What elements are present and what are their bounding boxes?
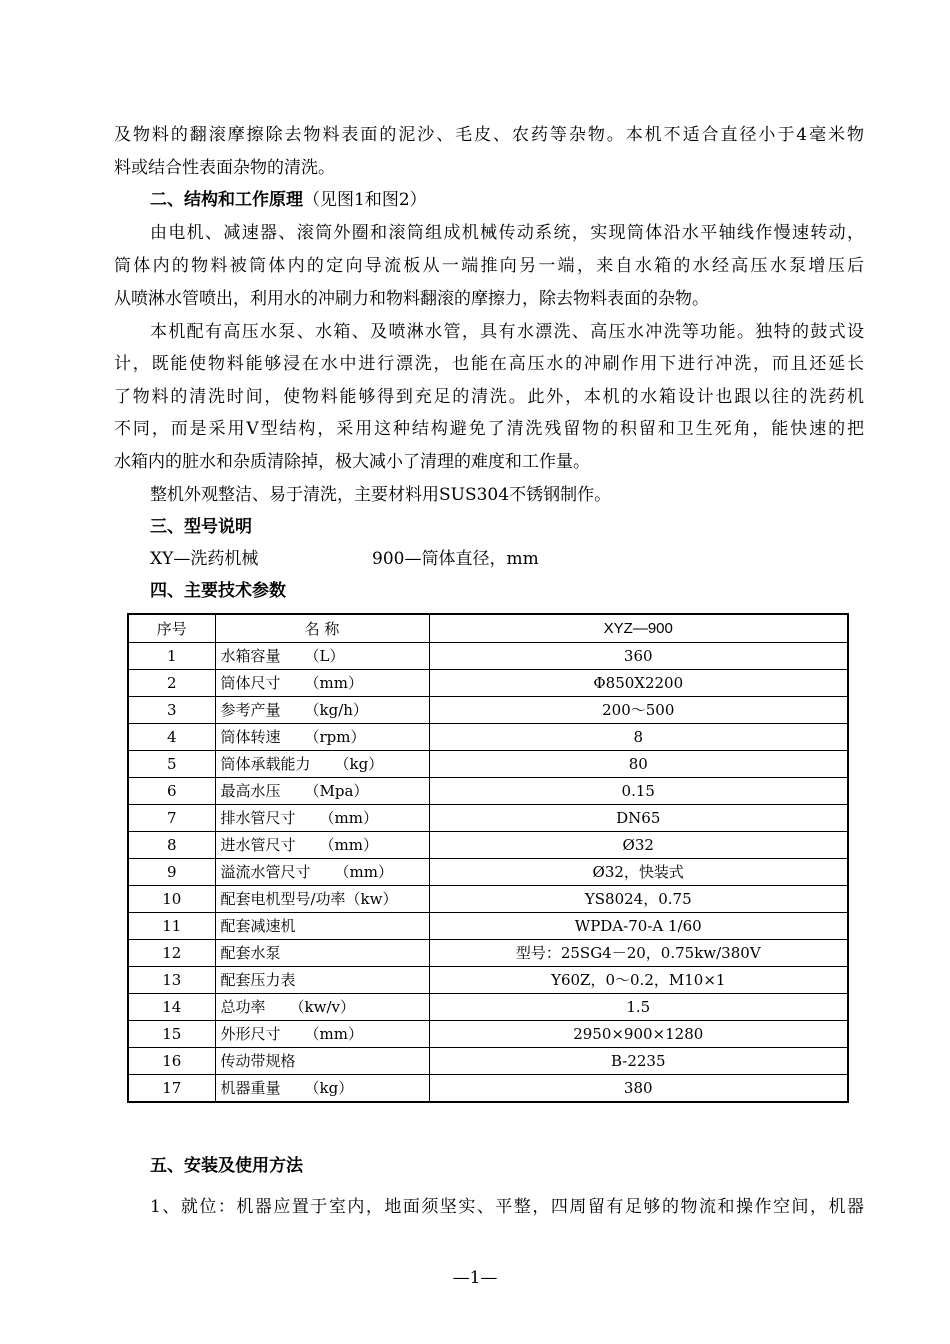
row-parameter <box>215 967 429 994</box>
table-row <box>128 805 848 832</box>
parameter-unit: （mm） <box>319 809 378 827</box>
parameter-name: 进水管尺寸 <box>220 836 296 854</box>
section-heading-3: 三、型号说明 <box>150 517 252 537</box>
paragraph-line: 了物料的清洗时间，使物料能够得到充足的清洗。此外，本机的水箱设计也跟以往的洗药机 <box>114 387 864 407</box>
row-value: B-2235 <box>429 1048 848 1075</box>
row-number: 11 <box>128 913 215 940</box>
row-value: Ø32 <box>429 832 848 859</box>
parameter-unit: （kg） <box>304 1079 354 1097</box>
row-number: 12 <box>128 940 215 967</box>
parameter-name: 配套压力表 <box>220 971 296 989</box>
parameter-name: 机器重量 <box>220 1079 281 1097</box>
row-value: 200～500 <box>429 697 848 724</box>
row-parameter <box>215 751 429 778</box>
header-no: 序号 <box>128 614 215 643</box>
parameter-name: 配套电机型号/功率（kw） <box>220 890 398 908</box>
row-value: 360 <box>429 643 848 670</box>
row-value: 2950×900×1280 <box>429 1021 848 1048</box>
parameter-name: 参考产量 <box>220 701 281 719</box>
row-parameter <box>215 1075 429 1103</box>
parameter-unit: （mm） <box>319 836 378 854</box>
row-parameter <box>215 1021 429 1048</box>
row-parameter <box>215 859 429 886</box>
row-number: 13 <box>128 967 215 994</box>
row-value: 80 <box>429 751 848 778</box>
parameter-unit: （L） <box>304 647 345 665</box>
row-parameter <box>215 832 429 859</box>
row-number: 3 <box>128 697 215 724</box>
table-row <box>128 940 848 967</box>
parameter-name: 配套减速机 <box>220 917 296 935</box>
header-name: 名 称 <box>215 614 429 643</box>
row-value: 8 <box>429 724 848 751</box>
row-parameter <box>215 1048 429 1075</box>
paragraph-line: 料或结合性表面杂物的清洗。 <box>114 158 335 178</box>
parameter-name: 配套水泵 <box>220 944 281 962</box>
row-number: 9 <box>128 859 215 886</box>
table-row <box>128 1048 848 1075</box>
row-parameter <box>215 724 429 751</box>
table-row <box>128 913 848 940</box>
row-value: 1.5 <box>429 994 848 1021</box>
table-row <box>128 697 848 724</box>
row-value: Φ850X2200 <box>429 670 848 697</box>
paragraph-line: 整机外观整洁、易于清洗，主要材料用SUS304不锈钢制作。 <box>150 485 612 505</box>
row-value: YS8024，0.75 <box>429 886 848 913</box>
section-title: 二、结构和工作原理 <box>150 190 303 210</box>
row-value: 型号：25SG4－20，0.75kw/380V <box>429 940 848 967</box>
parameter-name: 溢流水管尺寸 <box>220 863 311 881</box>
parameter-unit: （kg/h） <box>304 701 368 719</box>
row-parameter <box>215 994 429 1021</box>
paragraph-line: 水箱内的脏水和杂质清除掉，极大减小了清理的难度和工作量。 <box>114 452 590 472</box>
model-code-xy: XY—洗药机械 <box>150 549 259 569</box>
row-parameter <box>215 940 429 967</box>
paragraph-line: 1、就位：机器应置于室内，地面须坚实、平整，四周留有足够的物流和操作空间，机器 <box>150 1197 864 1217</box>
table-row <box>128 1021 848 1048</box>
table-header-row <box>128 614 848 643</box>
page-number: —1— <box>452 1268 498 1288</box>
table-row <box>128 967 848 994</box>
row-number: 14 <box>128 994 215 1021</box>
row-parameter <box>215 805 429 832</box>
row-number: 6 <box>128 778 215 805</box>
row-value: Y60Z，0～0.2，M10×1 <box>429 967 848 994</box>
model-code-900: 900—筒体直径，mm <box>372 549 539 569</box>
row-parameter <box>215 886 429 913</box>
parameter-unit: （mm） <box>304 674 363 692</box>
parameter-unit: （Mpa） <box>304 782 369 800</box>
spec-table <box>127 613 849 1103</box>
table-row <box>128 1075 848 1103</box>
table-row <box>128 859 848 886</box>
paragraph-line: 不同，而是采用V型结构，采用这种结构避免了清洗残留物的积留和卫生死角，能快速的把 <box>114 419 864 439</box>
row-number: 4 <box>128 724 215 751</box>
paragraph-line: 计，既能使物料能够浸在水中进行漂洗，也能在高压水的冲刷作用下进行冲洗，而且还延长 <box>114 354 864 374</box>
section-heading-4: 四、主要技术参数 <box>150 581 286 601</box>
section-heading-2 <box>150 189 900 211</box>
paragraph-line: 筒体内的物料被筒体内的定向导流板从一端推向另一端，来自水箱的水经高压水泵增压后 <box>114 256 864 276</box>
row-number: 1 <box>128 643 215 670</box>
section-heading-5: 五、安装及使用方法 <box>150 1156 303 1176</box>
parameter-name: 排水管尺寸 <box>220 809 296 827</box>
row-value: WPDA-70-A 1/60 <box>429 913 848 940</box>
parameter-name: 水箱容量 <box>220 647 281 665</box>
row-value: Ø32，快装式 <box>429 859 848 886</box>
parameter-unit: （mm） <box>334 863 393 881</box>
row-number: 2 <box>128 670 215 697</box>
parameter-name: 最高水压 <box>220 782 281 800</box>
paragraph-line: 由电机、减速器、滚筒外圈和滚筒组成机械传动系统，实现筒体沿水平轴线作慢速转动， <box>150 223 864 243</box>
parameter-unit: （kg） <box>334 755 384 773</box>
row-value: 380 <box>429 1075 848 1103</box>
parameter-name: 筒体承载能力 <box>220 755 311 773</box>
parameter-unit: （kw/v） <box>289 998 355 1016</box>
parameter-unit: （rpm） <box>304 728 366 746</box>
table-row <box>128 724 848 751</box>
row-number: 5 <box>128 751 215 778</box>
row-number: 17 <box>128 1075 215 1103</box>
parameter-name: 传动带规格 <box>220 1052 296 1070</box>
row-value: 0.15 <box>429 778 848 805</box>
table-row <box>128 832 848 859</box>
header-model: XYZ—900 <box>429 614 848 643</box>
parameter-name: 筒体转速 <box>220 728 281 746</box>
row-number: 7 <box>128 805 215 832</box>
row-parameter <box>215 913 429 940</box>
paragraph-line: 从喷淋水管喷出，利用水的冲刷力和物料翻滚的摩擦力，除去物料表面的杂物。 <box>114 289 709 309</box>
row-parameter <box>215 778 429 805</box>
section-note: （见图1和图2） <box>303 190 427 210</box>
row-parameter <box>215 643 429 670</box>
parameter-name: 总功率 <box>220 998 266 1016</box>
row-parameter <box>215 697 429 724</box>
table-row <box>128 778 848 805</box>
paragraph-line: 本机配有高压水泵、水箱、及喷淋水管，具有水漂洗、高压水冲洗等功能。独特的鼓式设 <box>150 322 864 342</box>
row-value: DN65 <box>429 805 848 832</box>
table-row <box>128 643 848 670</box>
table-row <box>128 751 848 778</box>
table-row <box>128 994 848 1021</box>
row-number: 10 <box>128 886 215 913</box>
parameter-name: 筒体尺寸 <box>220 674 281 692</box>
row-number: 8 <box>128 832 215 859</box>
row-number: 15 <box>128 1021 215 1048</box>
spec-table-body <box>128 614 848 1102</box>
row-number: 16 <box>128 1048 215 1075</box>
table-row <box>128 886 848 913</box>
parameter-name: 外形尺寸 <box>220 1025 281 1043</box>
paragraph-line: 及物料的翻滚摩擦除去物料表面的泥沙、毛皮、农药等杂物。本机不适合直径小于4毫米物 <box>114 125 864 145</box>
row-parameter <box>215 670 429 697</box>
parameter-unit: （mm） <box>304 1025 363 1043</box>
table-row <box>128 670 848 697</box>
